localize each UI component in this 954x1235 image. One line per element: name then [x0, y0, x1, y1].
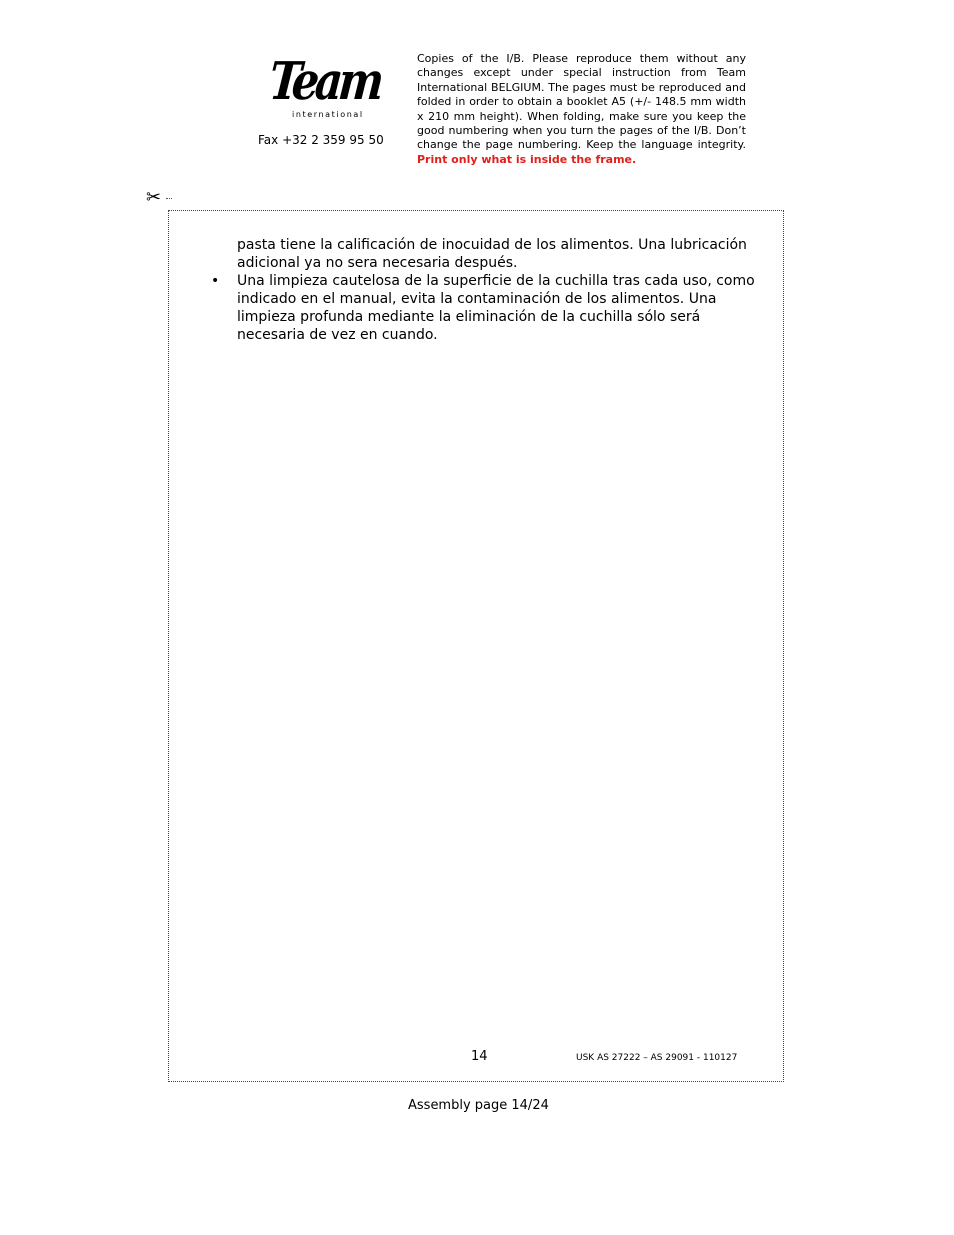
instruction-text: [237, 236, 757, 344]
document-code: USK AS 27222 – AS 29091 - 110127: [576, 1053, 738, 1063]
bullet-item-text: Una limpieza cautelosa de la superficie de la cuchilla tras cada uso, como indicado en el manual, evita la contaminación de los alimentos. Una limpieza profunda mediante la eliminación de la cuchilla sólo será necesaria de vez en cuando.: [237, 273, 755, 343]
team-logo: [266, 51, 383, 124]
notice-highlight: Print only what is inside the frame.: [417, 152, 637, 166]
page-number: 14: [471, 1049, 488, 1064]
fax-number: Fax +32 2 359 95 50: [258, 133, 384, 147]
cut-line: [166, 198, 172, 199]
assembly-page-label: Assembly page 14/24: [408, 1098, 549, 1113]
notice-text: Copies of the I/B. Please reproduce them without any changes except under special instruction from Team International BELGIUM. The pages must be reproduced and folded in order to obtain a booklet A5 (+/- 148.5 mm width x 210 mm height). When folding, make sure you keep the good numbering when you turn the pages of the I/B. Don’t change the page numbering. Keep the language integrity.: [417, 52, 746, 152]
logo-subtitle: international: [292, 110, 364, 119]
continuation-paragraph: pasta tiene la calificación de inocuidad de los alimentos. Una lubricación adicional ya no sera necesaria después.: [237, 237, 747, 271]
scissors-icon: ✂: [146, 187, 162, 208]
logo-word: Team: [266, 51, 383, 112]
reproduction-notice: [417, 52, 746, 167]
bullet-icon: •: [211, 273, 220, 289]
